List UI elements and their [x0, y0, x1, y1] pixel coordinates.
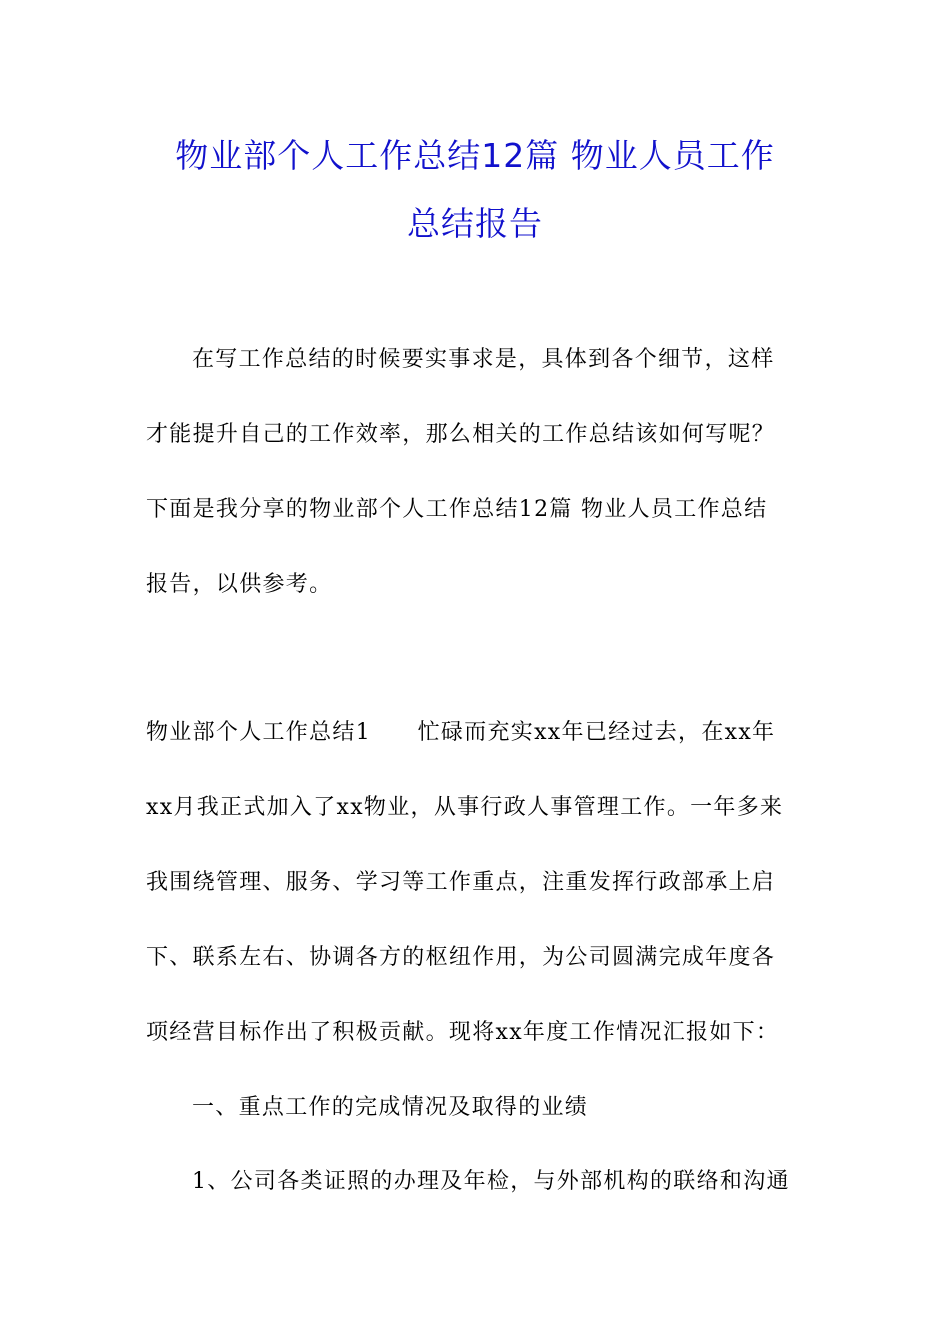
- body-line-5: 项经营目标作出了积极贡献。现将xx年度工作情况汇报如下：: [146, 1020, 780, 1045]
- intro-line-1: 在写工作总结的时候要实事求是，具体到各个细节，这样: [192, 347, 775, 372]
- title-line-1: 物业部个人工作总结12篇 物业人员工作: [175, 136, 775, 175]
- body-line-2: xx月我正式加入了xx物业，从事行政人事管理工作。一年多来: [146, 795, 784, 820]
- intro-line-2: 才能提升自己的工作效率，那么相关的工作总结该如何写呢？: [146, 422, 776, 447]
- body-line-1: 物业部个人工作总结1 忙碌而充实xx年已经过去，在xx年: [146, 720, 776, 745]
- document-title: [120, 122, 830, 258]
- section-heading: 一、重点工作的完成情况及取得的业绩: [192, 1095, 589, 1120]
- intro-line-3: 下面是我分享的物业部个人工作总结12篇 物业人员工作总结: [146, 497, 768, 522]
- body-line-7: 1、公司各类证照的办理及年检，与外部机构的联络和沟通: [192, 1169, 790, 1194]
- body-line-4: 下、联系左右、协调各方的枢纽作用，为公司圆满完成年度各: [146, 945, 776, 970]
- intro-line-4: 报告，以供参考。: [146, 572, 333, 597]
- body-line-3: 我围绕管理、服务、学习等工作重点，注重发挥行政部承上启: [146, 870, 776, 895]
- title-line-2: 总结报告: [407, 204, 543, 243]
